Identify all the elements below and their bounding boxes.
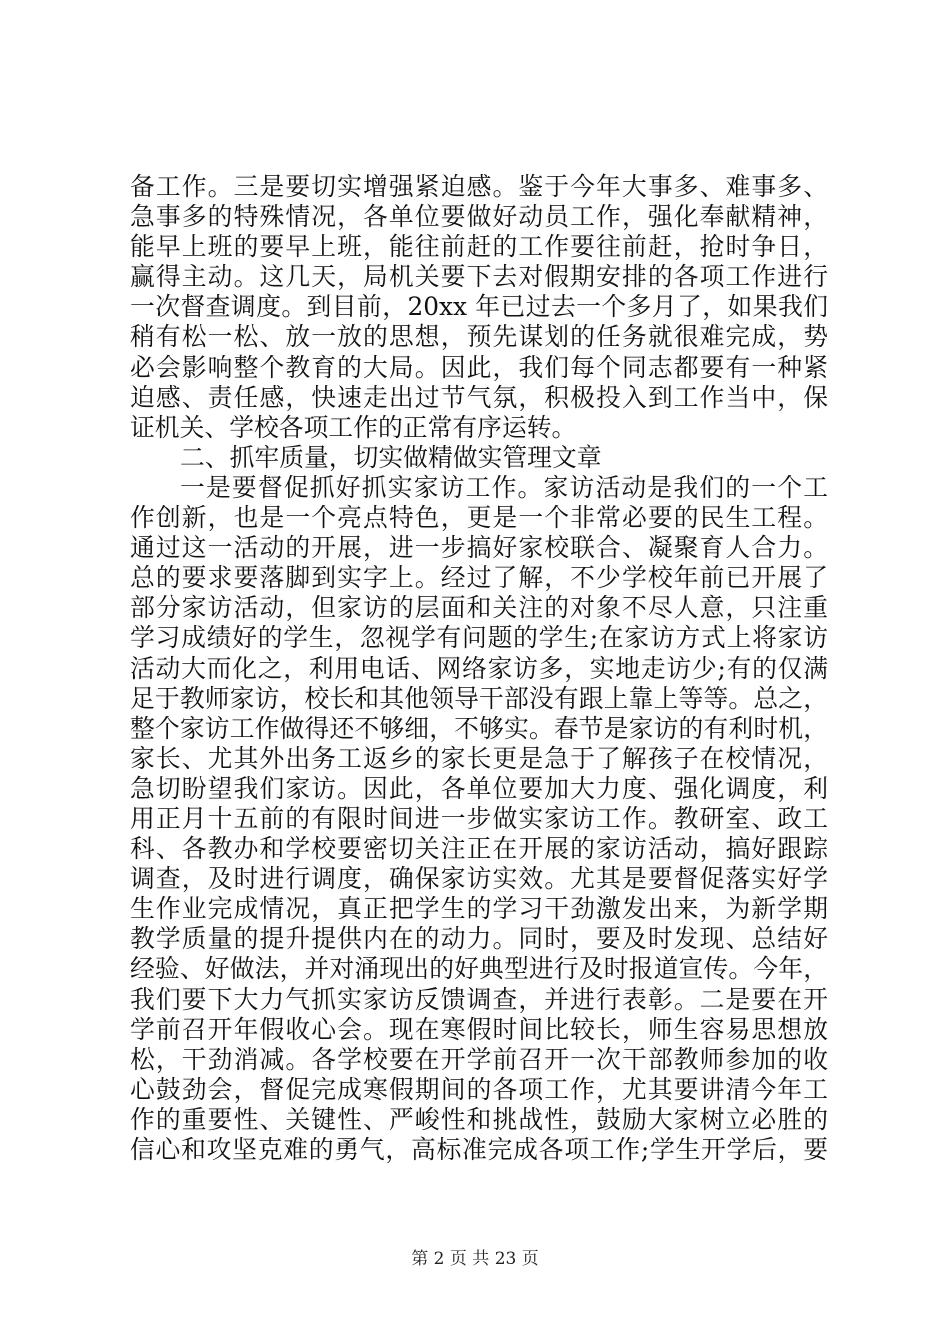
- body-text: [130, 172, 828, 1165]
- text-line: 经验、好做法，并对涌现出的好典型进行及时报道宣传。今年，: [130, 954, 828, 984]
- text-line: 急事多的特殊情况，各单位要做好动员工作，强化奉献精神，: [130, 202, 828, 232]
- text-line: 活动大而化之，利用电话、网络家访多，实地走访少;有的仅满: [130, 653, 828, 683]
- text-line: 证机关、学校各项工作的正常有序运转。: [130, 412, 577, 442]
- text-line: 足于教师家访，校长和其他领导干部没有跟上靠上等等。总之，: [130, 683, 828, 713]
- text-line: 一是要督促抓好抓实家访工作。家访活动是我们的一个工: [180, 472, 828, 502]
- text-line: 部分家访活动，但家访的层面和关注的对象不尽人意，只注重: [130, 593, 828, 623]
- text-line: 必会影响整个教育的大局。因此，我们每个同志都要有一种紧: [130, 352, 828, 382]
- text-line: 备工作。三是要切实增强紧迫感。鉴于今年大事多、难事多、: [130, 172, 828, 201]
- text-line: 二、抓牢质量，切实做精做实管理文章: [180, 442, 602, 472]
- text-line: 家长、尤其外出务工返乡的家长更是急于了解孩子在校情况，: [130, 743, 828, 773]
- text-line: 作创新，也是一个亮点特色，更是一个非常必要的民生工程。: [130, 503, 828, 533]
- text-line: 作的重要性、关键性、严峻性和挑战性，鼓励大家树立必胜的: [130, 1104, 828, 1134]
- text-line: 赢得主动。这几天，局机关要下去对假期安排的各项工作进行: [130, 262, 828, 292]
- text-line: 急切盼望我们家访。因此，各单位要加大力度、强化调度，利: [130, 773, 828, 803]
- text-line: 总的要求要落脚到实字上。经过了解，不少学校年前已开展了: [130, 563, 828, 593]
- text-line: 用正月十五前的有限时间进一步做实家访工作。教研室、政工: [130, 803, 828, 833]
- text-line: 通过这一活动的开展，进一步搞好家校联合、凝聚育人合力。: [130, 533, 828, 563]
- text-line: 稍有松一松、放一放的思想，预先谋划的任务就很难完成，势: [130, 322, 828, 352]
- text-line: 学前召开年假收心会。现在寒假时间比较长，师生容易思想放: [130, 1014, 828, 1044]
- text-line: 教学质量的提升提供内在的动力。同时，要及时发现、总结好: [130, 924, 828, 954]
- page-number-footer: 第 2 页 共 23 页: [411, 1249, 539, 1269]
- text-line: 信心和攻坚克难的勇气，高标准完成各项工作;学生开学后，要: [130, 1135, 828, 1164]
- text-line: 我们要下大力气抓实家访反馈调查，并进行表彰。二是要在开: [130, 984, 828, 1014]
- text-line: 整个家访工作做得还不够细，不够实。春节是家访的有利时机，: [130, 713, 828, 743]
- text-line: 一次督查调度。到目前，20xx 年已过去一个多月了，如果我们: [130, 292, 828, 322]
- text-line: 科、各教办和学校要密切关注正在开展的家访活动，搞好跟踪: [130, 834, 828, 864]
- text-line: 学习成绩好的学生，忽视学有问题的学生;在家访方式上将家访: [130, 623, 828, 653]
- text-line: 能早上班的要早上班，能往前赶的工作要往前赶，抢时争日，: [130, 232, 828, 262]
- text-line: 迫感、责任感，快速走出过节气氛，积极投入到工作当中，保: [130, 382, 828, 412]
- text-line: 松，干劲消减。各学校要在开学前召开一次干部教师参加的收: [130, 1044, 828, 1074]
- text-line: 调查，及时进行调度，确保家访实效。尤其是要督促落实好学: [130, 864, 828, 894]
- text-line: 生作业完成情况，真正把学生的学习干劲激发出来，为新学期: [130, 894, 828, 924]
- text-line: 心鼓劲会，督促完成寒假期间的各项工作，尤其要讲清今年工: [130, 1074, 828, 1104]
